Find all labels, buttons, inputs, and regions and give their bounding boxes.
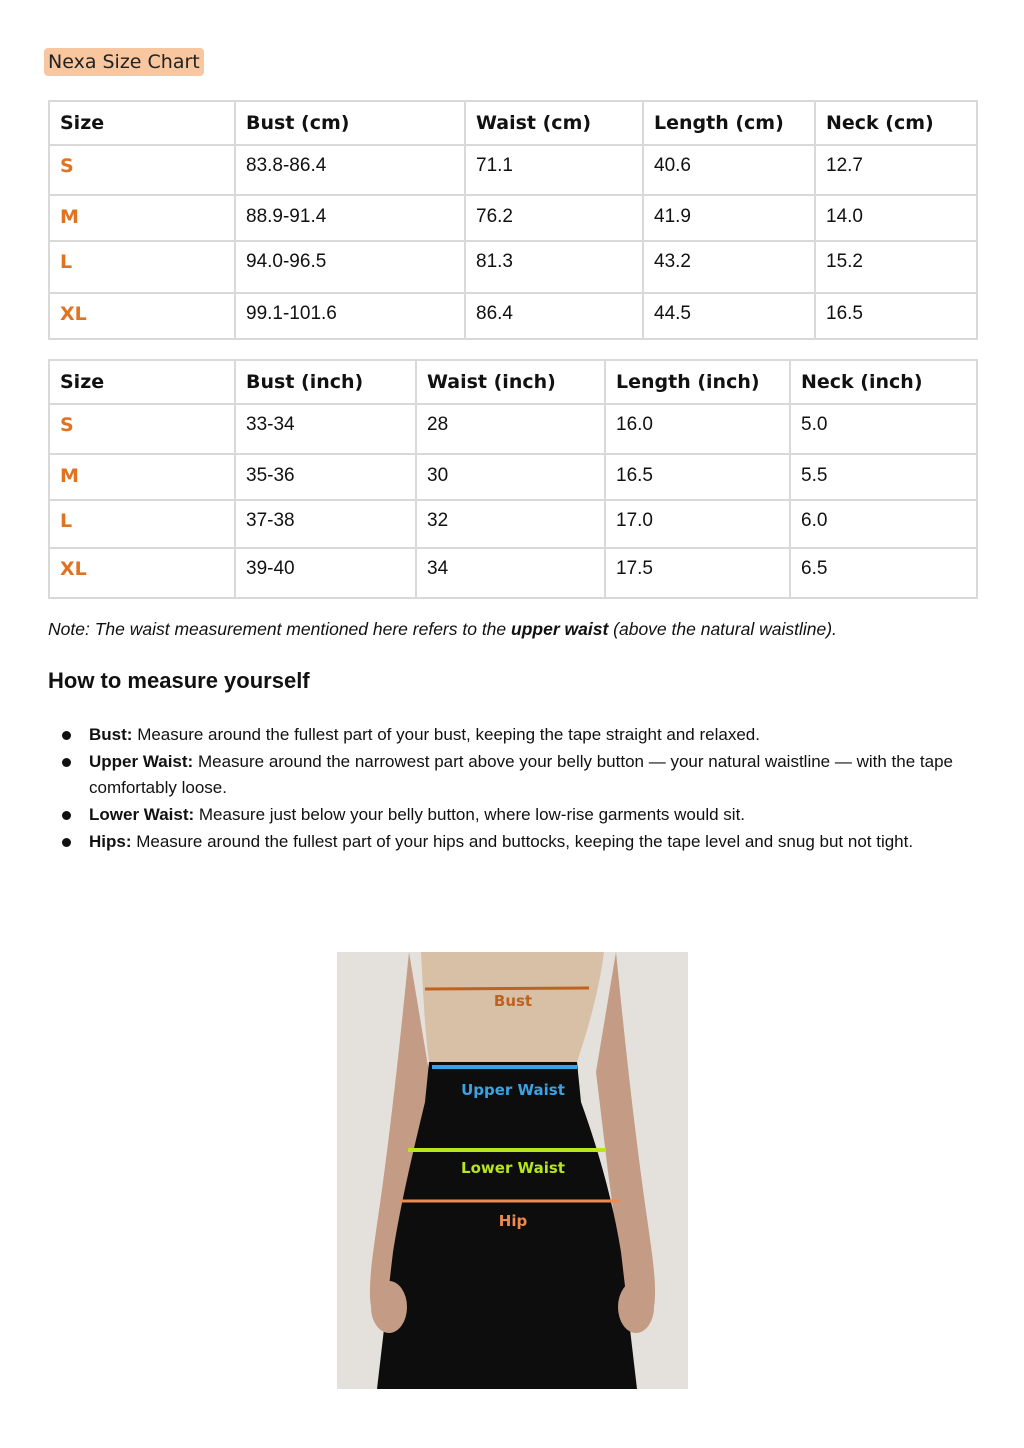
page-title: Nexa Size Chart bbox=[44, 48, 204, 76]
table-row bbox=[49, 548, 977, 598]
column-header: Waist (inch) bbox=[416, 360, 605, 404]
column-header: Length (cm) bbox=[643, 101, 815, 145]
column-header: Size bbox=[49, 101, 235, 145]
note-emphasis: upper waist bbox=[511, 619, 609, 639]
measurement-figure bbox=[337, 952, 688, 1389]
table-cell: 14.0 bbox=[815, 195, 977, 241]
hip-label: Hip bbox=[498, 1212, 528, 1230]
table-cell: 40.6 bbox=[643, 145, 815, 195]
bullet-icon bbox=[62, 811, 71, 820]
measurement-illustration bbox=[337, 952, 688, 1389]
table-cell: 44.5 bbox=[643, 293, 815, 339]
column-header: Bust (cm) bbox=[235, 101, 465, 145]
table-row bbox=[49, 145, 977, 195]
table-cell: 34 bbox=[416, 548, 605, 598]
table-cell: 88.9-91.4 bbox=[235, 195, 465, 241]
item-text: Measure around the fullest part of your bust, keeping the tape straight and relaxed. bbox=[137, 725, 760, 744]
table-cell: 6.0 bbox=[790, 500, 977, 548]
column-header: Neck (cm) bbox=[815, 101, 977, 145]
table-cell: 35-36 bbox=[235, 454, 416, 500]
size-cell: S bbox=[49, 145, 235, 195]
item-label: Hips: bbox=[89, 832, 132, 851]
item-text: Measure just below your belly button, where low-rise garments would sit. bbox=[198, 805, 746, 824]
table-cell: 81.3 bbox=[465, 241, 643, 293]
table-cell: 5.0 bbox=[790, 404, 977, 454]
item-text: Measure around the narrowest part above your belly button — your natural waistline — with the tape comfortably loose. bbox=[89, 752, 953, 797]
table-row bbox=[49, 241, 977, 293]
list-item bbox=[62, 722, 962, 748]
table-cell: 71.1 bbox=[465, 145, 643, 195]
table-row bbox=[49, 404, 977, 454]
table-cell: 99.1-101.6 bbox=[235, 293, 465, 339]
upper-waist-label: Upper Waist bbox=[461, 1081, 565, 1099]
table-cell: 37-38 bbox=[235, 500, 416, 548]
bullet-icon bbox=[62, 758, 71, 767]
bust-label: Bust bbox=[493, 992, 533, 1010]
list-item bbox=[62, 802, 962, 828]
table-header-row bbox=[49, 101, 977, 145]
left-hand-shape bbox=[371, 1281, 407, 1333]
table-cell: 12.7 bbox=[815, 145, 977, 195]
note-suffix: (above the natural waistline). bbox=[613, 619, 837, 639]
bullet-icon bbox=[62, 731, 71, 740]
size-chart-inch-table bbox=[48, 359, 978, 599]
item-label: Upper Waist: bbox=[89, 752, 194, 771]
column-header: Bust (inch) bbox=[235, 360, 416, 404]
item-label: Bust: bbox=[89, 725, 133, 744]
table-cell: 41.9 bbox=[643, 195, 815, 241]
table-cell: 17.5 bbox=[605, 548, 790, 598]
lower-waist-label: Lower Waist bbox=[461, 1159, 565, 1177]
table-cell: 16.5 bbox=[605, 454, 790, 500]
table-cell: 6.5 bbox=[790, 548, 977, 598]
table-cell: 30 bbox=[416, 454, 605, 500]
table-header-row bbox=[49, 360, 977, 404]
item-text: Measure around the fullest part of your hips and buttocks, keeping the tape level and snug but not tight. bbox=[136, 832, 914, 851]
size-cell: XL bbox=[49, 548, 235, 598]
bullet-icon bbox=[62, 838, 71, 847]
table-cell: 15.2 bbox=[815, 241, 977, 293]
measure-instructions-list bbox=[62, 722, 962, 856]
item-label: Lower Waist: bbox=[89, 805, 195, 824]
table-cell: 86.4 bbox=[465, 293, 643, 339]
table-cell: 33-34 bbox=[235, 404, 416, 454]
list-item bbox=[62, 749, 962, 801]
table-row bbox=[49, 454, 977, 500]
table-cell: 17.0 bbox=[605, 500, 790, 548]
table-cell: 5.5 bbox=[790, 454, 977, 500]
column-header: Size bbox=[49, 360, 235, 404]
table-cell: 83.8-86.4 bbox=[235, 145, 465, 195]
size-cell: XL bbox=[49, 293, 235, 339]
table-cell: 16.0 bbox=[605, 404, 790, 454]
bust-line bbox=[425, 988, 589, 989]
size-cell: L bbox=[49, 241, 235, 293]
table-cell: 28 bbox=[416, 404, 605, 454]
table-cell: 94.0-96.5 bbox=[235, 241, 465, 293]
table-cell: 32 bbox=[416, 500, 605, 548]
size-cell: L bbox=[49, 500, 235, 548]
size-cell: M bbox=[49, 454, 235, 500]
column-header: Waist (cm) bbox=[465, 101, 643, 145]
note-prefix: Note: The waist measurement mentioned here refers to the bbox=[48, 619, 507, 639]
waist-note bbox=[48, 619, 837, 640]
howto-heading: How to measure yourself bbox=[48, 668, 310, 693]
column-header: Neck (inch) bbox=[790, 360, 977, 404]
size-chart-cm-table bbox=[48, 100, 978, 340]
size-cell: S bbox=[49, 404, 235, 454]
table-cell: 16.5 bbox=[815, 293, 977, 339]
table-row bbox=[49, 293, 977, 339]
table-cell: 43.2 bbox=[643, 241, 815, 293]
table-row bbox=[49, 195, 977, 241]
table-cell: 39-40 bbox=[235, 548, 416, 598]
table-row bbox=[49, 500, 977, 548]
right-hand-shape bbox=[618, 1281, 654, 1333]
table-cell: 76.2 bbox=[465, 195, 643, 241]
column-header: Length (inch) bbox=[605, 360, 790, 404]
list-item bbox=[62, 829, 962, 855]
size-cell: M bbox=[49, 195, 235, 241]
